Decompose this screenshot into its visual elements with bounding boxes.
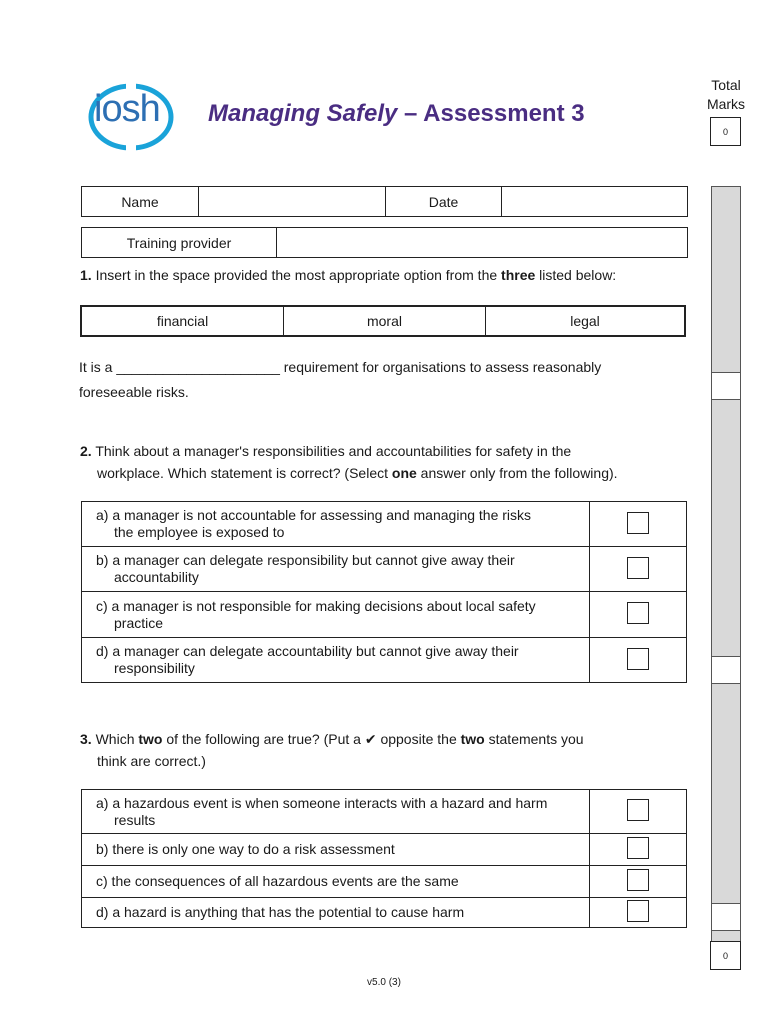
title-assessment: Assessment 3 [423, 100, 585, 127]
q3-options-table [81, 789, 687, 928]
q2-option-b [82, 547, 590, 592]
q3-checkbox-c[interactable] [627, 869, 649, 891]
logo-text: iosh [94, 88, 160, 130]
q1-option-moral: moral [284, 306, 486, 336]
version-footer: v5.0 (3) [367, 977, 401, 988]
q1-option-financial: financial [81, 306, 284, 336]
q2-option-a [82, 502, 590, 547]
q1-number: 1. [80, 267, 92, 283]
q3-line1-bold1: two [138, 731, 163, 747]
total-marks-value: 0 [722, 127, 728, 137]
q2-option-row [82, 502, 687, 547]
q2-checkbox-c[interactable] [627, 602, 649, 624]
q2-option-c-line1: c) a manager is not responsible for making decisions about local safety [96, 597, 536, 614]
tick-icon: ✔ [364, 731, 377, 747]
q1-statement-line2: foreseeable risks. [79, 384, 189, 400]
title-course: Managing Safely [208, 100, 398, 127]
q3-line1a: Which [95, 731, 139, 747]
q2-option-row [82, 638, 687, 683]
q3-prompt [80, 728, 584, 772]
q3-option-row [82, 790, 687, 834]
q3-number: 3. [80, 731, 92, 747]
page-title [208, 100, 585, 128]
q3-option-d: d) a hazard is anything that has the potential to cause harm [82, 898, 590, 928]
q2-number: 2. [80, 443, 92, 459]
training-provider-label: Training provider [82, 228, 277, 258]
q2-option-d [82, 638, 590, 683]
q3-option-a-line1: a) a hazardous event is when someone interacts with a hazard and harm [96, 794, 548, 811]
q3-checkbox-a[interactable] [627, 799, 649, 821]
q2-option-d-line2: responsibility [114, 660, 195, 676]
q1-text-b: listed below: [535, 267, 617, 283]
q2-line2b: answer only from the following). [416, 465, 618, 481]
training-provider-table [81, 227, 688, 258]
name-label: Name [82, 187, 199, 217]
bottom-marks-box[interactable] [710, 941, 741, 970]
q1-options-table [80, 305, 686, 337]
name-date-table [81, 186, 688, 217]
q3-checkbox-b[interactable] [627, 837, 649, 859]
q1-option-legal: legal [486, 306, 686, 336]
q3-option-row [82, 834, 687, 866]
q2-checkbox-b[interactable] [627, 557, 649, 579]
q2-option-a-line1: a) a manager is not accountable for assessing and managing the risks [96, 507, 532, 523]
q3-line1c: opposite the [376, 731, 461, 747]
q1-statement-line1: It is a _____________________ requirement for organisations to assess reasonably [79, 359, 602, 375]
q2-checkbox-cell-c [590, 592, 687, 638]
q3-option-row [82, 866, 687, 898]
q1-prompt [80, 264, 616, 286]
q3-option-a [82, 790, 590, 834]
bottom-marks-value: 0 [722, 951, 728, 961]
total-marks-line1: Total [711, 77, 741, 93]
training-provider-field[interactable] [277, 228, 688, 258]
q2-line2-bold: one [391, 465, 417, 481]
q2-marks-box[interactable] [712, 656, 740, 684]
q2-option-c-line2: practice [114, 614, 164, 631]
date-label: Date [386, 187, 502, 217]
q1-marks-box[interactable] [712, 372, 740, 400]
q3-marks-box[interactable] [712, 903, 740, 931]
q2-option-c [82, 592, 590, 638]
q3-line2: think are correct.) [97, 753, 206, 769]
q3-checkbox-cell-c [590, 866, 687, 898]
q3-line1d: statements you [484, 731, 584, 747]
q3-option-a-line2: results [114, 811, 156, 828]
q3-option-c: c) the consequences of all hazardous events are the same [82, 866, 590, 898]
q2-option-d-line1: d) a manager can delegate accountability but cannot give away their [96, 643, 519, 659]
q3-line1b: of the following are true? (Put a [162, 731, 365, 747]
q2-option-a-line2: the employee is exposed to [114, 524, 285, 540]
q2-options-table [81, 501, 687, 683]
q2-prompt [80, 440, 618, 484]
q3-option-row [82, 898, 687, 928]
q2-line1: Think about a manager's responsibilities and accountabilities for safety in the [95, 443, 572, 459]
q2-option-row [82, 592, 687, 638]
q2-checkbox-d[interactable] [627, 648, 649, 670]
q2-line2a: workplace. Which statement is correct? (Select [97, 465, 392, 481]
q2-option-b-line2: accountability [114, 569, 199, 585]
q3-checkbox-cell-d [590, 898, 687, 928]
q2-checkbox-cell-a [590, 502, 687, 547]
q2-checkbox-a[interactable] [627, 512, 649, 534]
title-dash: – [397, 100, 424, 127]
q1-statement[interactable] [79, 355, 601, 405]
date-field[interactable] [502, 187, 688, 217]
total-marks-box[interactable] [710, 117, 741, 146]
name-field[interactable] [199, 187, 386, 217]
q3-checkbox-cell-a [590, 790, 687, 834]
q2-checkbox-cell-b [590, 547, 687, 592]
total-marks-line2: Marks [706, 96, 746, 112]
q3-option-b: b) there is only one way to do a risk assessment [82, 834, 590, 866]
q1-text-a: Insert in the space provided the most appropriate option from the [95, 267, 502, 283]
q3-checkbox-cell-b [590, 834, 687, 866]
q2-option-b-line1: b) a manager can delegate responsibility but cannot give away their [96, 552, 515, 568]
total-marks-label [700, 76, 752, 114]
q1-text-bold: three [501, 267, 536, 283]
q2-checkbox-cell-d [590, 638, 687, 683]
marks-column [711, 186, 741, 944]
q3-checkbox-d[interactable] [627, 900, 649, 922]
q2-option-row [82, 547, 687, 592]
q3-line1-bold2: two [460, 731, 485, 747]
iosh-logo [86, 82, 176, 152]
